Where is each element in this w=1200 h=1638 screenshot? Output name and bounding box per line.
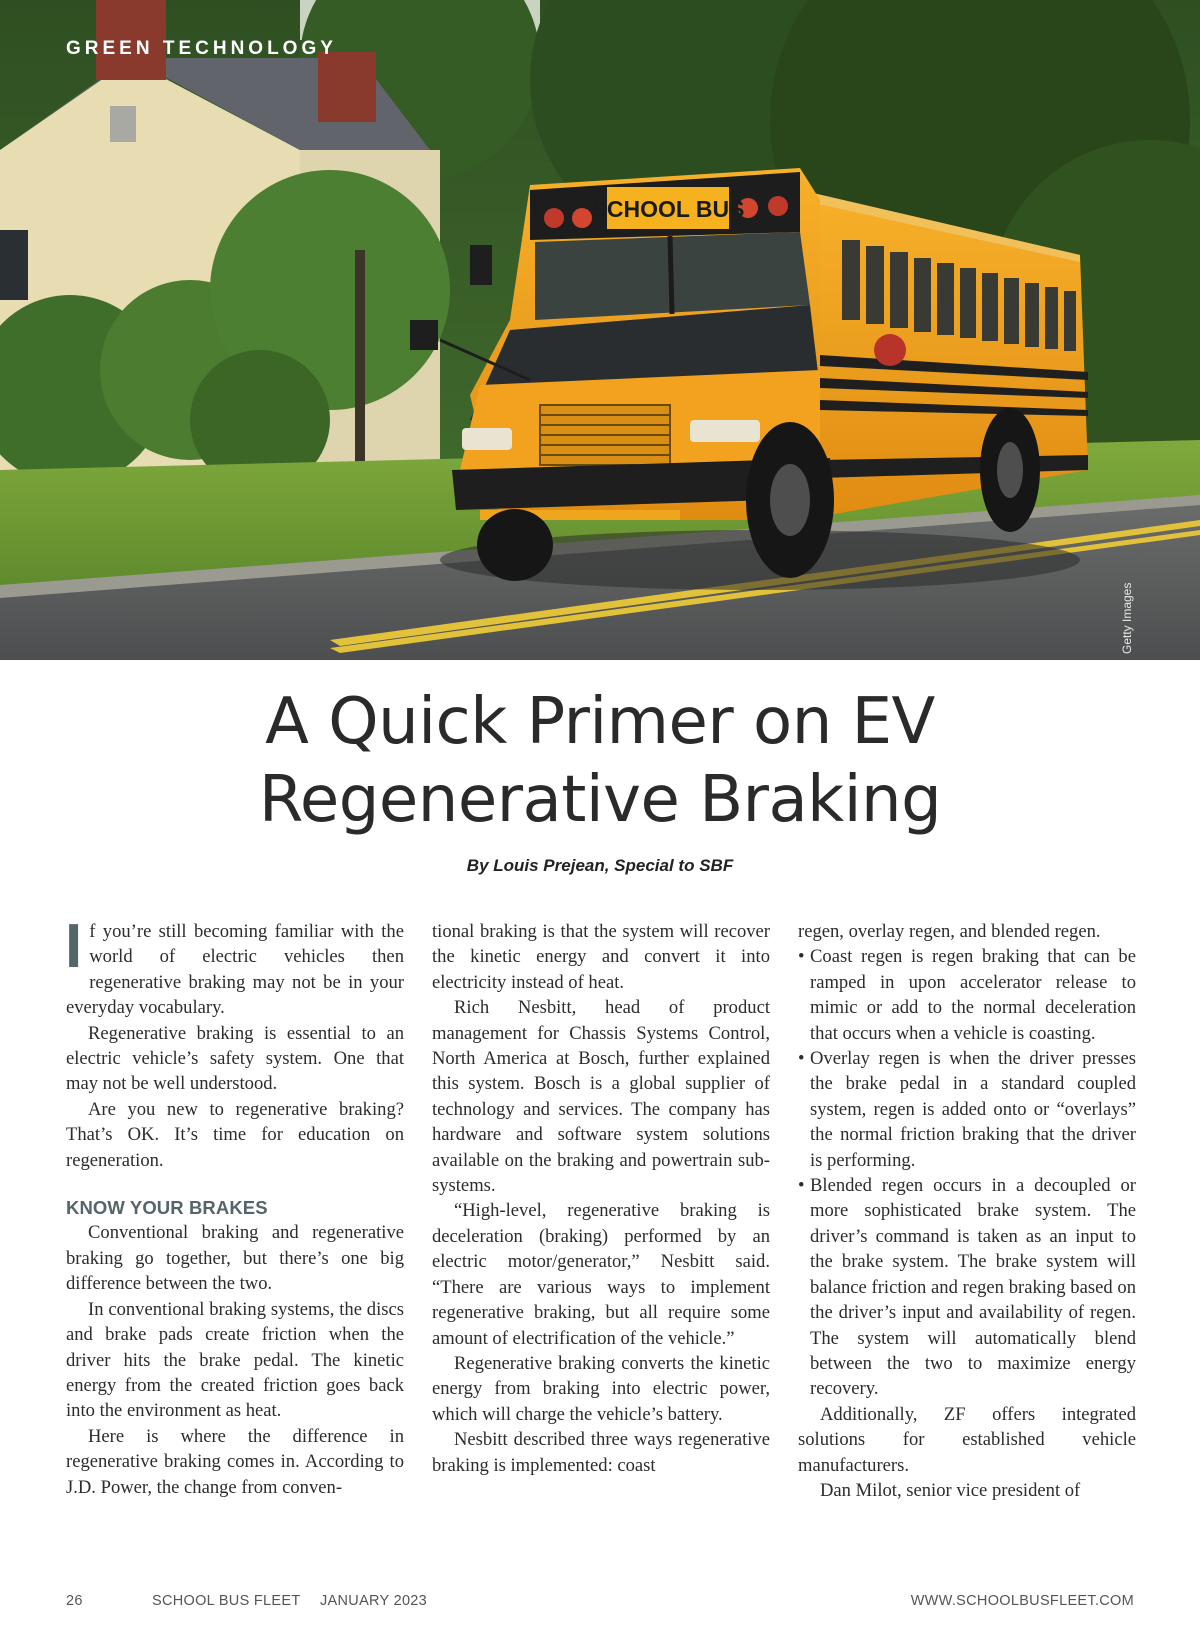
body-paragraph: tional braking is that the system will recover the kinetic energy and convert it into electricity instead of heat. [432,921,770,993]
body-paragraph: Regenerative braking is essential to an electric vehicle’s safety system. One that may not be well understood. [66,1022,404,1095]
article-column-1 [65,912,404,1500]
body-paragraph: Nesbitt described three ways regenerative braking is implemented: coast [432,1429,770,1476]
publication-url: WWW.SCHOOLBUSFLEET.COM [910,1593,1134,1609]
section-label: GREEN TECHNOLOGY [66,38,337,59]
bus-sign-text: SCHOOL BUS [591,196,745,222]
intro-paragraph [65,912,404,1021]
body-paragraph: Rich Nesbitt, head of product management for Chassis Systems Control, North America at Bosch, further explained this system. Bosch is a global supplier of technology and services. The company has hardware and software system solutions available on the braking and powertrain sub-systems. [432,997,770,1197]
photo-credit: Getty Images [1120,582,1134,654]
headline-line-2: Regenerative Braking [258,763,942,837]
bullet-item-coast-regen: • Coast regen is regen braking that can be ramped in upon accelerator release to mimic or add to the normal deceleration that occurs when a vehicle is coasting. [798,944,1136,1046]
page-number: 26 [66,1593,83,1609]
body-paragraph: Regenerative braking converts the kinetic energy from braking into electric power, which will charge the vehicle’s battery. [432,1352,770,1425]
body-paragraph: regen, overlay regen, and blended regen. [798,921,1101,942]
body-paragraph: Dan Milot, senior vice president of [820,1479,1081,1501]
drop-cap: I [65,912,83,981]
publication-name: SCHOOL BUS FLEET [152,1593,301,1609]
body-paragraph: Are you new to regenerative braking? That’s OK. It’s time for education on regeneration. [66,1098,404,1171]
bullet-item-blended-regen: • Blended regen occurs in a decoupled or more sophisticated brake system. The driver’s command is taken as an input to the brake system. The brake system will balance friction and regen braking based on the driver’s input and availability of regen. The system will automatically blend between the two to maximize energy recovery. [798,1173,1136,1402]
body-paragraph: Conventional braking and regenerative braking go together, but there’s one big difference between the two. [66,1222,404,1295]
body-paragraph: Here is where the difference in regenerative braking comes in. According to J.D. Power, the change from conven- [66,1425,404,1498]
body-paragraph: “High-level, regenerative braking is deceleration (braking) performed by an electric motor/generator,” Nesbitt said. “There are various ways to implement regenerative braking, but all require some amount of electrification of the vehicle.” [432,1200,770,1349]
byline: By Louis Prejean, Special to SBF [466,856,734,875]
body-paragraph: In conventional braking systems, the discs and brake pads create friction when the driver hits the brake pedal. The kinetic energy from the created friction goes back into the environment as heat. [66,1298,404,1422]
article-column-3 [798,919,1136,1503]
article-headline [0,683,1200,839]
article-column-2 [432,919,770,1478]
intro-text: f you’re still becoming familiar with the world of electric vehicles then regenerative braking may not be in your everyday vocabulary. [66,921,404,1019]
section-subhead: KNOW YOUR BRAKES [66,1197,268,1219]
issue-date: JANUARY 2023 [320,1593,428,1609]
body-paragraph: Additionally, ZF offers integrated solutions for established vehicle manufacturers. [798,1403,1136,1476]
headline-line-1: A Quick Primer on EV [265,685,935,759]
hero-photo [0,0,1200,660]
bullet-item-overlay-regen: • Overlay regen is when the driver presses the brake pedal in a standard coupled system, regen is added onto or “overlays” the normal friction braking that the driver is performing. [798,1046,1136,1173]
school-bus-illustration [0,0,1200,660]
